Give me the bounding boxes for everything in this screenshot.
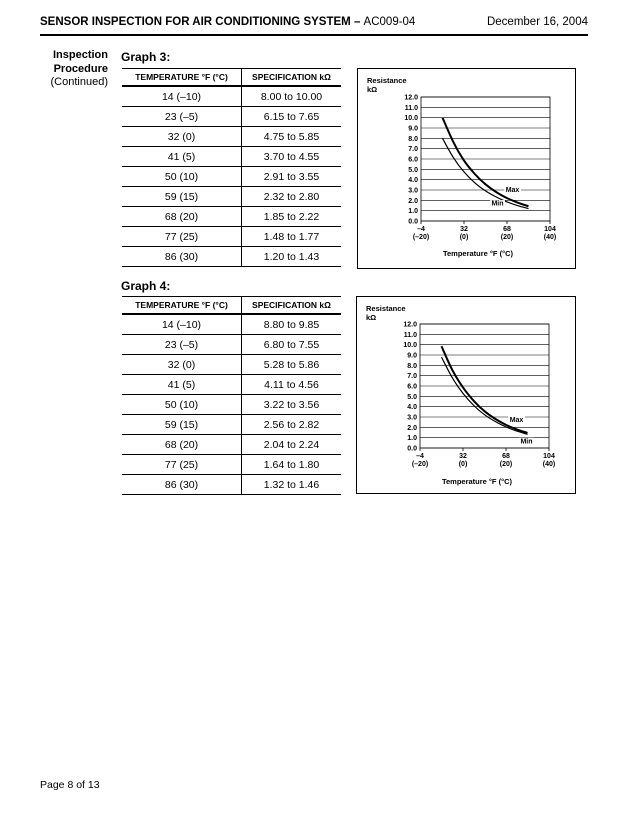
table-row [122,227,341,247]
graph4-chart-svg [357,297,575,493]
specification-cell: 4.11 to 4.56 [242,375,342,395]
table-row [122,207,341,227]
x-tick-sublabel: (20) [499,461,513,468]
graph4-title: Graph 4: [121,279,171,293]
temperature-cell: 68 (20) [122,435,242,455]
table-row [122,475,341,495]
specification-cell: 1.32 to 1.46 [242,475,342,495]
x-tick-sublabel: (–20) [412,234,430,241]
title-separator: – [350,16,364,28]
table-row [122,415,341,435]
specification-cell: 2.91 to 3.55 [242,167,342,187]
graph3-spec-table [122,68,341,267]
y-tick-label: 10.0 [404,115,418,123]
y-tick-label: 5.0 [407,393,417,401]
table-header-row [122,69,341,87]
y-axis-label: Resistance [367,76,407,85]
y-tick-label: 12.0 [404,94,418,102]
specification-cell: 6.80 to 7.55 [242,335,342,355]
y-tick-label: 3.0 [407,414,417,422]
table-row [122,147,341,167]
document-number: AC009-04 [363,16,416,28]
x-tick-sublabel: (40) [543,234,557,241]
y-tick-label: 0.0 [408,218,418,226]
series-label-min: Min [520,438,533,446]
y-tick-label: 4.0 [408,177,418,185]
graph4-chart [356,296,576,494]
temperature-cell: 14 (–10) [122,314,242,335]
specification-column-header: SPECIFICATION kΩ [242,69,342,87]
title-text: SENSOR INSPECTION FOR AIR CONDITIONING SYSTEM [40,16,351,28]
x-tick-label: 104 [543,453,555,460]
y-tick-label: 9.0 [408,125,418,133]
table-row [122,187,341,207]
table-row [122,127,341,147]
temperature-cell: 23 (–5) [122,335,242,355]
x-tick-label: 68 [503,226,511,233]
temperature-cell: 86 (30) [122,475,242,495]
y-tick-label: 10.0 [403,342,417,350]
series-label-max: Max [505,187,520,195]
y-tick-label: 7.0 [408,146,418,154]
y-tick-label: 2.0 [408,197,418,205]
x-tick-sublabel: (0) [458,461,468,468]
specification-cell: 1.85 to 2.22 [242,207,342,227]
table-row [122,247,341,267]
x-tick-label: –4 [416,453,424,460]
y-tick-label: 2.0 [407,424,417,432]
specification-cell: 6.15 to 7.65 [242,107,342,127]
y-tick-label: 1.0 [407,435,417,443]
table-row [122,455,341,475]
y-axis-unit: kΩ [367,85,378,94]
table-row [122,435,341,455]
graph4-table-body [122,314,341,495]
section-sidebar-label [40,49,108,90]
graph3-chart-svg [358,69,575,268]
temperature-cell: 59 (15) [122,187,242,207]
specification-cell: 2.56 to 2.82 [242,415,342,435]
specification-cell: 2.32 to 2.80 [242,187,342,207]
specification-cell: 4.75 to 5.85 [242,127,342,147]
y-axis-unit: kΩ [366,313,377,322]
graph4-spec-table [122,296,341,495]
y-tick-label: 0.0 [407,445,417,453]
table-row [122,167,341,187]
y-tick-label: 4.0 [407,404,417,412]
table-row [122,375,341,395]
table-header-row [122,297,341,315]
series-label-max: Max [509,416,524,424]
y-tick-label: 9.0 [407,352,417,360]
temperature-cell: 50 (10) [122,395,242,415]
temperature-cell: 32 (0) [122,355,242,375]
temperature-cell: 86 (30) [122,247,242,267]
y-tick-label: 5.0 [408,166,418,174]
temperature-cell: 14 (–10) [122,86,242,107]
specification-cell: 1.20 to 1.43 [242,247,342,267]
temperature-cell: 41 (5) [122,375,242,395]
y-tick-label: 11.0 [403,331,417,339]
table-row [122,395,341,415]
specification-cell: 5.28 to 5.86 [242,355,342,375]
x-tick-label: 68 [502,453,510,460]
temperature-column-header: TEMPERATURE °F (°C) [122,297,242,315]
x-axis-label: Temperature °F (°C) [441,477,513,486]
temperature-cell: 41 (5) [122,147,242,167]
y-axis-label: Resistance [366,304,406,313]
table-row [122,314,341,335]
y-tick-label: 7.0 [407,373,417,381]
y-tick-label: 8.0 [407,362,417,370]
page-number: Page 8 of 13 [40,779,100,791]
temperature-cell: 68 (20) [122,207,242,227]
sidebar-line-1: Inspection [52,49,108,61]
table-row [122,335,341,355]
sidebar-line-2: Procedure [53,62,108,75]
specification-cell: 8.80 to 9.85 [242,314,342,335]
x-tick-label: 104 [544,226,556,233]
specification-cell: 1.48 to 1.77 [242,227,342,247]
temperature-cell: 32 (0) [122,127,242,147]
sidebar-line-3: (Continued) [50,76,108,88]
specification-cell: 2.04 to 2.24 [242,435,342,455]
y-tick-label: 6.0 [408,156,418,164]
table-row [122,86,341,107]
y-tick-label: 8.0 [408,135,418,143]
graph3-table-body [122,86,341,267]
x-tick-sublabel: (0) [459,234,469,241]
page-header [40,16,588,34]
x-tick-sublabel: (–20) [411,461,429,468]
document-date: December 16, 2004 [486,16,588,28]
y-tick-label: 11.0 [404,104,418,112]
specification-cell: 8.00 to 10.00 [242,86,342,107]
x-tick-label: –4 [417,226,425,233]
temperature-column-header: TEMPERATURE °F (°C) [122,69,242,87]
temperature-cell: 77 (25) [122,227,242,247]
graph3-chart [357,68,576,269]
temperature-cell: 59 (15) [122,415,242,435]
table-row [122,107,341,127]
y-tick-label: 6.0 [407,383,417,391]
y-tick-label: 3.0 [408,187,418,195]
y-tick-label: 12.0 [403,321,417,329]
x-tick-label: 32 [460,226,468,233]
specification-cell: 3.70 to 4.55 [242,147,342,167]
document-title [40,16,415,28]
specification-cell: 3.22 to 3.56 [242,395,342,415]
x-axis-label: Temperature °F (°C) [442,249,514,258]
header-rule [40,34,588,36]
x-tick-label: 32 [459,453,467,460]
temperature-cell: 77 (25) [122,455,242,475]
temperature-cell: 50 (10) [122,167,242,187]
temperature-cell: 23 (–5) [122,107,242,127]
graph3-title: Graph 3: [121,50,171,64]
specification-cell: 1.64 to 1.80 [242,455,342,475]
specification-column-header: SPECIFICATION kΩ [242,297,342,315]
x-tick-sublabel: (40) [542,461,556,468]
y-tick-label: 1.0 [408,208,418,216]
series-label-min: Min [491,200,504,208]
table-row [122,355,341,375]
x-tick-sublabel: (20) [500,234,514,241]
